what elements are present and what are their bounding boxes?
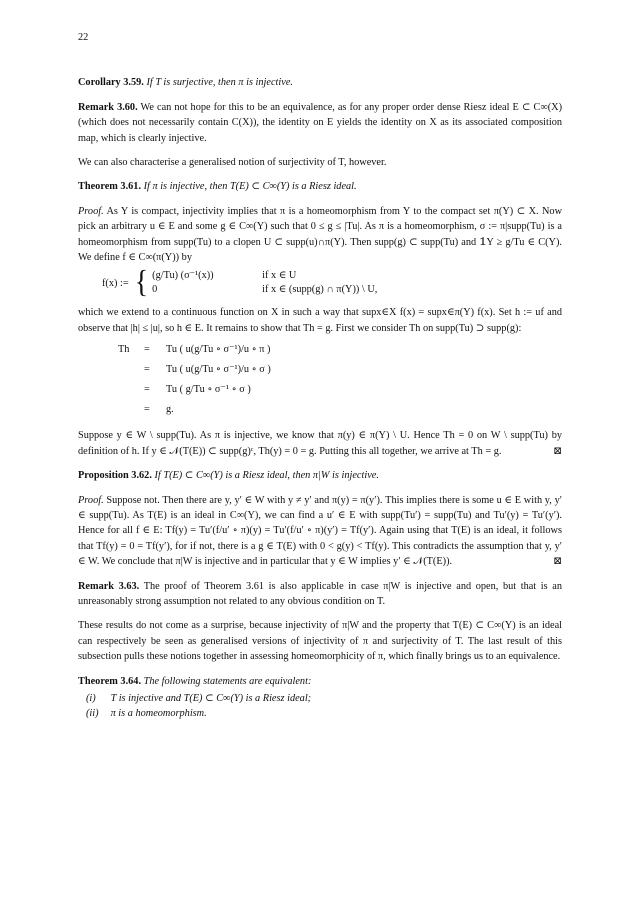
case-row-1 xyxy=(152,269,377,283)
corollary-3-59 xyxy=(78,75,562,90)
list-item-text: π is a homeomorphism. xyxy=(110,707,207,719)
proposition-heading: Proposition 3.62. xyxy=(78,470,152,482)
theorem-3-64-heading: Theorem 3.64. xyxy=(78,675,142,687)
list-item-label: (i) xyxy=(86,692,96,704)
remark-3-60-body: We can not hope for this to be an equivalence, as for any proper order dense Riesz ideal E ⊂ C∞(X) (which does not necessarily contain C(X)), the identity on E yields the identity on X as its associated composition map, which is clearly injective. xyxy=(78,101,563,144)
equation-lhs: Th xyxy=(118,344,130,356)
qed-symbol: ⊠ xyxy=(553,445,562,457)
case-rows xyxy=(152,269,377,297)
paper-page xyxy=(78,30,562,721)
remark-3-60 xyxy=(78,100,562,146)
paragraph-results: These results do not come as a surprise, because injectivity of π|W and the property that T(E) ⊂ C∞(Y) is an ideal can respectively be seen as generalised versions of injectivity of π and surjectivity of T. The last result of this subsection pulls these notions together in assessing homeomorphicity of π, which finally brings us to an equivalence. xyxy=(78,620,562,663)
proof-3-61-text1-body: As Y is compact, injectivity implies that π is a homeomorphism from Y to the compact set π(Y) ⊂ X. Now pick an arbitrary u ∈ E and some g ∈ C∞(Y) such that 0 ≤ g ≤ |Tu|. As π is a homeomorphism, σ := π|supp(Tu) is a homeomorphism from supp(Tu) to a clopen U ⊂ supp(u)∩π(Y). Then supp(g) ⊂ supp(Tu) and 𝟙Y ≥ g/Tu ∈ C(Y). We define f ∈ C∞(π(Y)) by xyxy=(78,205,562,264)
equation-step-4: g. xyxy=(166,404,174,416)
list-item xyxy=(86,706,562,721)
equals-sign: = xyxy=(144,404,150,416)
proof-3-61-text1 xyxy=(78,204,562,266)
paragraph-characterise: We can also characterise a generalised notion of surjectivity of T, however. xyxy=(78,157,387,169)
equals-sign: = xyxy=(144,364,150,376)
theorem-3-64 xyxy=(78,674,562,721)
corollary-heading: Corollary 3.59. xyxy=(78,77,144,89)
proof-label: Proof. xyxy=(78,205,104,217)
equation-row-2 xyxy=(118,360,562,380)
proof-3-62 xyxy=(78,493,562,570)
list-item-text: T is injective and T(E) ⊂ C∞(Y) is a Riesz ideal; xyxy=(110,692,312,704)
list-item xyxy=(86,691,562,706)
equation-array xyxy=(118,340,562,420)
equals-sign: = xyxy=(144,384,150,396)
equation-row-1 xyxy=(118,340,562,360)
proof-3-61 xyxy=(78,204,562,459)
proof-label: Proof. xyxy=(78,494,104,506)
proof-3-62-body: Suppose not. Then there are y, y′ ∈ W with y ≠ y′ and π(y) = π(y′). This implies there is some u ∈ E with y, y′ ∈ supp(Tu). As T(E) is an ideal in C∞(Y), we can find a u′ ∈ E with supp(Tu′) = supp(Tu) and Tu′(y) = Tu′(y′). Hence for all f ∈ E: Tf(y) = Tu′(f/u′ ∘ π)(y) = Tu′(f/u′ ∘ π)(y′) = Tf(y′). Again using that T(E) is an ideal, it follows that Tf(y) = 0 = Tf(y′), for if not, there is a g ∈ T(E) with 0 < g(y) < Tf(y). This contradicts the assumption that y, y′ ∈ W. We conclude that π|W is injective and in particular that y ∈ W implies y′ ∈ 𝒩(T(E)). xyxy=(78,494,562,568)
proof-3-61-text3 xyxy=(78,428,562,459)
equation-step-2: Tu ( u(g/Tu ∘ σ⁻¹)/u ∘ σ ) xyxy=(166,364,271,376)
theorem-3-61-body: If π is injective, then T(E) ⊂ C∞(Y) is a Riesz ideal. xyxy=(143,181,357,193)
remark-3-63 xyxy=(78,579,562,610)
qed-symbol: ⊠ xyxy=(553,556,562,568)
corollary-body: If T is surjective, then π is injective. xyxy=(146,77,293,89)
piecewise-definition xyxy=(102,265,562,301)
remark-3-63-heading: Remark 3.63. xyxy=(78,580,140,592)
case-2-expression: 0 xyxy=(152,284,158,296)
case-2-condition: if x ∈ (supp(g) ∩ π(Y)) \ U, xyxy=(262,284,378,296)
proof-3-61-text3-body: Suppose y ∈ W \ supp(Tu). As π is injective, we know that π(y) ∈ π(Y) \ U. Hence Th = 0 on W \ supp(Tu) by definition of h. If y ∈ 𝒩(T(E)) ⊂ supp(g)ᶜ, Th(y) = 0 = g. Putting this all together, we arrive at Th = g. xyxy=(78,430,562,457)
equation-step-1: Tu ( u(g/Tu ∘ σ⁻¹)/u ∘ π ) xyxy=(166,344,271,356)
remark-3-63-body: The proof of Theorem 3.61 is also applicable in case π|W is injective and open, but that is an unreasonably strong assumption not related to any obvious condition on T. xyxy=(78,580,562,607)
remark-3-60-heading: Remark 3.60. xyxy=(78,101,138,113)
proposition-3-62 xyxy=(78,468,562,483)
case-1-expression: (g/Tu) (σ⁻¹(x)) xyxy=(152,270,214,282)
theorem-3-61 xyxy=(78,179,562,194)
proposition-body: If T(E) ⊂ C∞(Y) is a Riesz ideal, then π|W is injective. xyxy=(154,470,379,482)
theorem-3-64-body: The following statements are equivalent: xyxy=(143,675,312,687)
list-item-label: (ii) xyxy=(86,707,99,719)
proof-3-61-text2: which we extend to a continuous function on X in such a way that supx∈X f(x) = supx∈π(Y) f(x). Set h := uf and observe that |h| ≤ |u|, so h ∈ E. It remains to show that Th = g. First we consider Th on supp(Tu) ⊃ supp(g): xyxy=(78,307,562,334)
equation-step-3: Tu ( g/Tu ∘ σ⁻¹ ∘ σ ) xyxy=(166,384,251,396)
case-row-2 xyxy=(152,283,377,297)
theorem-3-61-heading: Theorem 3.61. xyxy=(78,181,142,193)
equivalence-list xyxy=(86,691,562,721)
equation-row-3 xyxy=(118,380,562,400)
piecewise-lhs: f(x) := xyxy=(102,277,129,289)
left-brace: { xyxy=(134,265,149,301)
case-1-condition: if x ∈ U xyxy=(262,270,297,282)
equals-sign: = xyxy=(144,344,150,356)
equation-row-4 xyxy=(118,400,562,420)
page-number: 22 xyxy=(78,32,89,43)
